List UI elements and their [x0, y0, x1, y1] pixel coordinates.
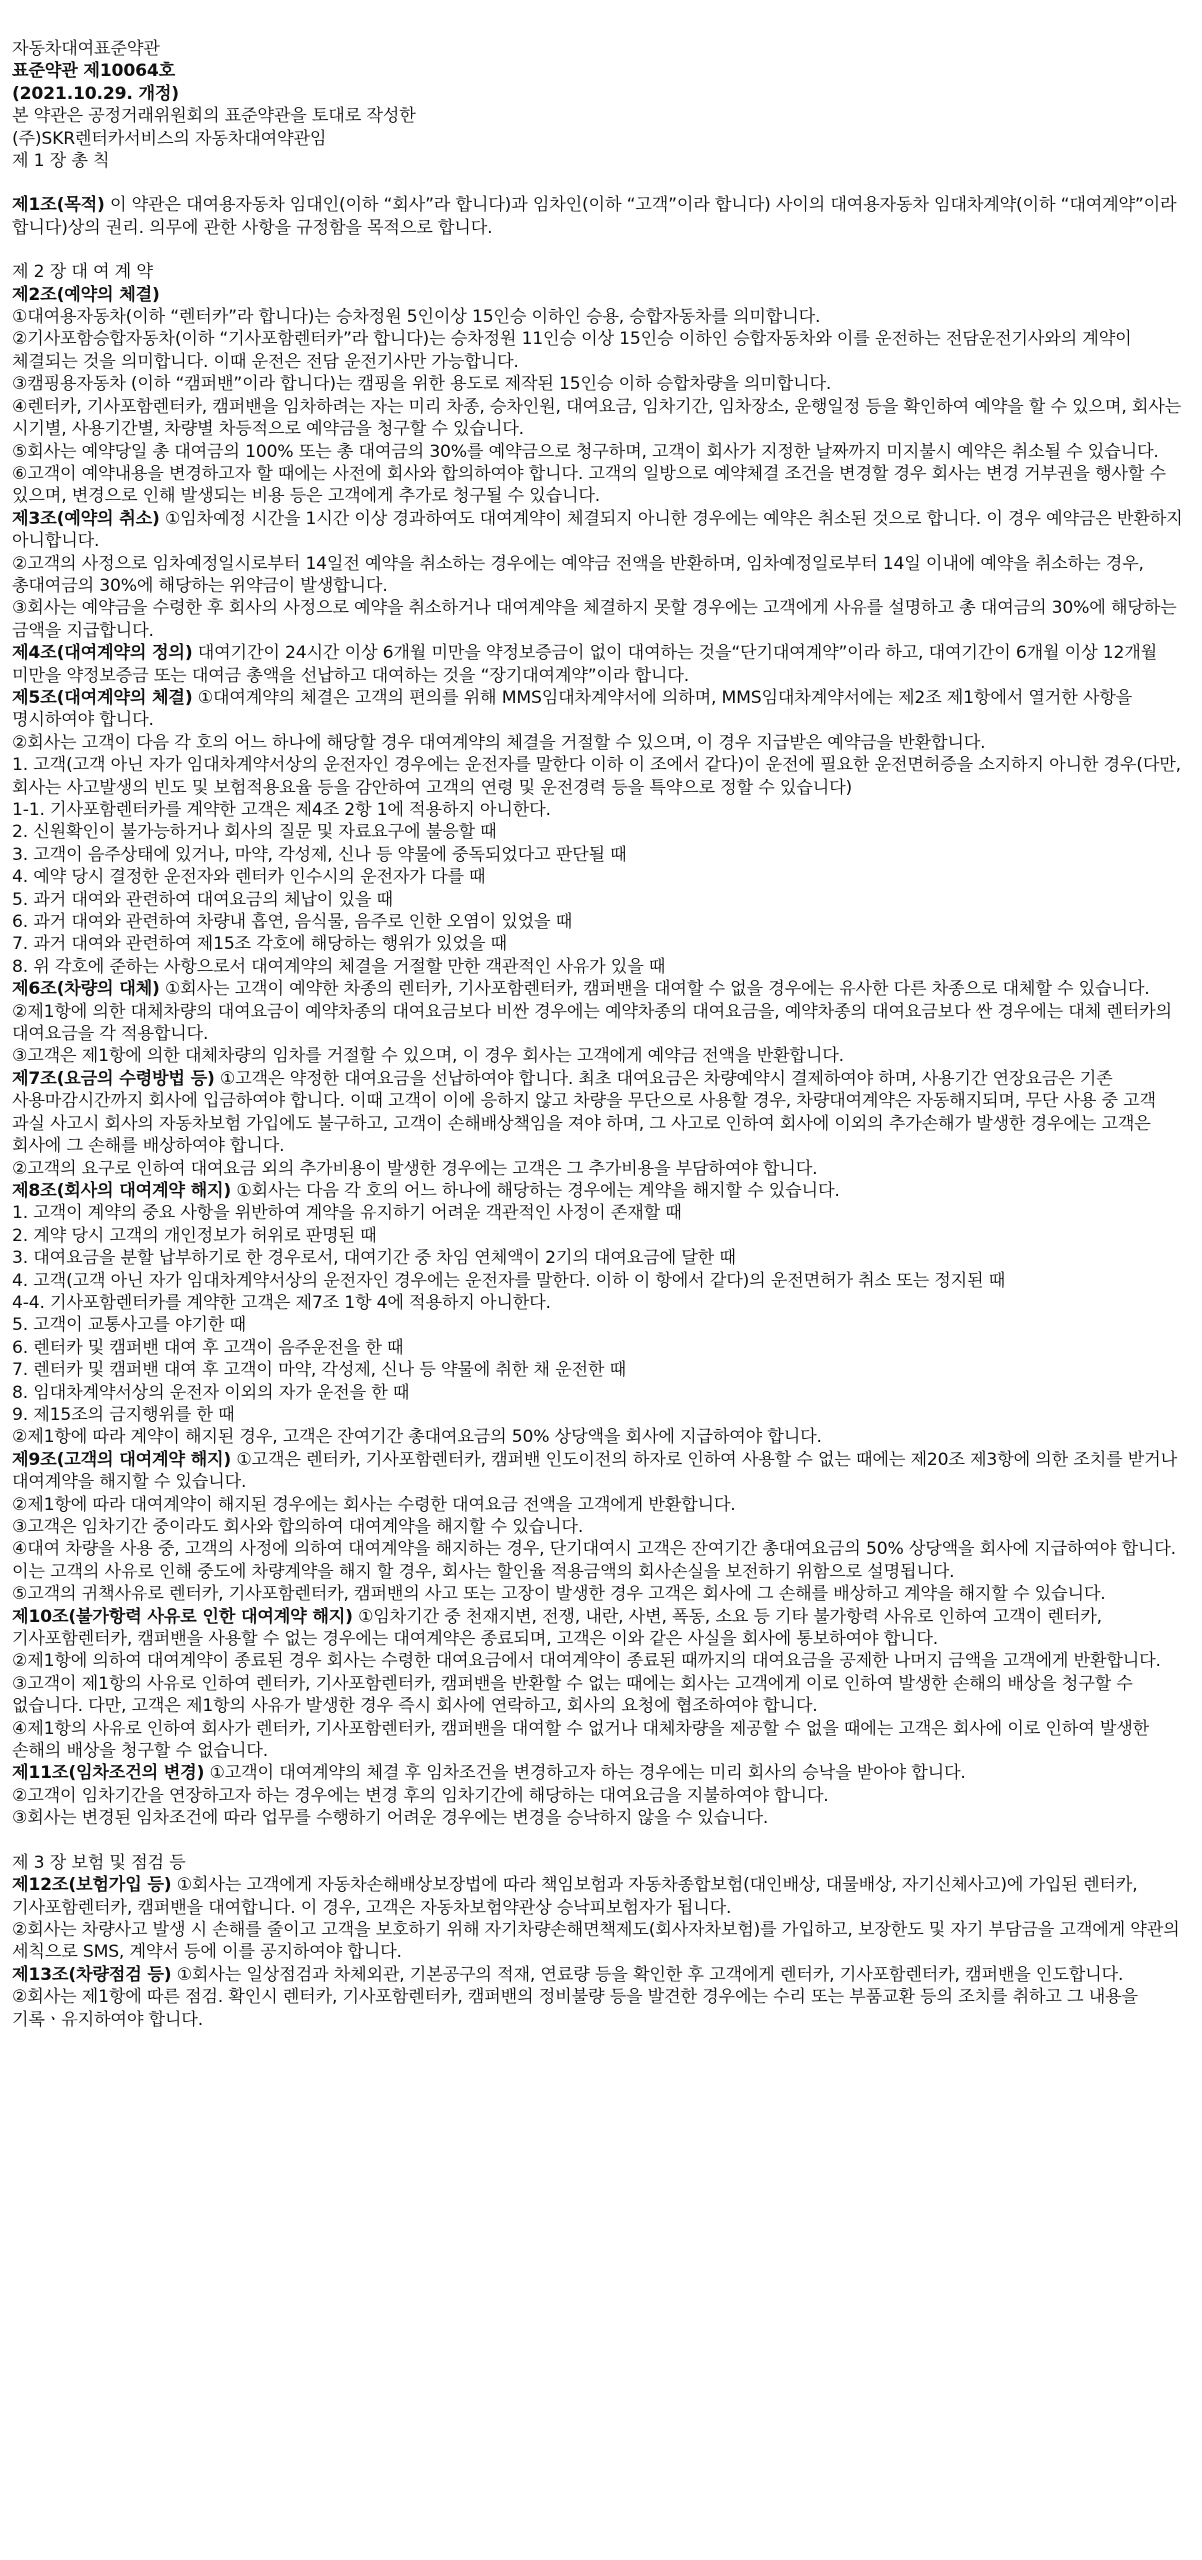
- clause-line: 8. 임대차계약서상의 운전자 이외의 자가 운전을 한 때: [12, 1382, 410, 1403]
- article-5-heading: 제5조(대여계약의 체결): [12, 687, 193, 708]
- article-6-first: ①회사는 고객이 예약한 차종의 렌터카, 기사포함렌터카, 캠퍼밴을 대여할 수 없을 경우에는 유사한 다른 차종으로 대체할 수 있습니다.: [159, 979, 1150, 1000]
- clause-line: ①대여용자동차(이하 “렌터카”라 합니다)는 승차정원 5인이상 15인승 이하인 승용, 승합자동차를 의미합니다.: [12, 307, 821, 328]
- article-7-heading: 제7조(요금의 수령방법 등): [12, 1068, 215, 1089]
- clause-line: ②회사는 제1항에 따른 점검. 확인시 렌터카, 기사포함렌터카, 캠퍼밴의 정비불량 등을 발견한 경우에는 수리 또는 부품교환 등의 조치를 취하고 그 내용을 기록ㆍ유지하여야 합니다.: [12, 1987, 1138, 2030]
- article-9-clauses: [12, 1494, 1190, 1606]
- doc-company-line: (주)SKR렌터카서비스의 자동차대여약관임: [12, 128, 327, 149]
- article-3-clauses: [12, 553, 1190, 643]
- article-1-heading: 제1조(목적): [12, 195, 105, 216]
- article-6-clauses: [12, 1001, 1190, 1068]
- clause-line: 5. 과거 대여와 관련하여 대여요금의 체납이 있을 때: [12, 889, 393, 910]
- clause-line: ⑤고객의 귀책사유로 렌터카, 기사포함렌터카, 캠퍼밴의 사고 또는 고장이 발생한 경우 고객은 회사에 그 손해를 배상하고 계약을 해지할 수 있습니다.: [12, 1584, 1106, 1605]
- article-10-heading: 제10조(불가항력 사유로 인한 대여계약 해지): [12, 1606, 353, 1627]
- article-6: [12, 978, 1190, 1000]
- clause-line: ⑤회사는 예약당일 총 대여금의 100% 또는 총 대여금의 30%를 예약금으로 청구하며, 고객이 회사가 지정한 날짜까지 미지불시 예약은 취소될 수 있습니다.: [12, 441, 1159, 462]
- clause-line: 1. 고객(고객 아닌 자가 임대차계약서상의 운전자인 경우에는 운전자를 말한다 이하 이 조에서 같다)이 운전에 필요한 운전면허증을 소지하지 아니한 경우(다만, 회사는 사고발생의 빈도 및 보험적용요율 등을 감안하여 고객의 연령 및 운전경력 등을 특약으로 정할 수 있습니다): [12, 755, 1181, 798]
- clause-line: 3. 고객이 음주상태에 있거나, 마약, 각성제, 신나 등 약물에 중독되었다고 판단될 때: [12, 844, 627, 865]
- clause-line: 8. 위 각호에 준하는 사항으로서 대여계약의 체결을 거절할 만한 객관적인 사유가 있을 때: [12, 956, 666, 977]
- article-10-clauses: [12, 1650, 1190, 1762]
- chapter-1-title: 제 1 장 총 칙: [12, 151, 110, 172]
- clause-line: 5. 고객이 교통사고를 야기한 때: [12, 1315, 246, 1336]
- article-10: [12, 1606, 1190, 1651]
- clause-line: ②기사포함승합자동차(이하 “기사포함렌터카”라 합니다)는 승차정원 11인승 이상 15인승 이하인 승합자동차와 이를 운전하는 전담운전기사와의 계약이 체결되는 것을 의미합니다. 이때 운전은 전담 운전기사만 가능합니다.: [12, 329, 1132, 372]
- clause-line: ④제1항의 사유로 인하여 회사가 렌터카, 기사포함렌터카, 캠퍼밴을 대여할 수 없거나 대체차량을 제공할 수 없을 때에는 고객은 회사에 이로 인하여 발생한 손해의 배상을 청구할 수 없습니다.: [12, 1718, 1150, 1762]
- article-9-heading: 제9조(고객의 대여계약 해지): [12, 1449, 232, 1470]
- article-12-heading: 제12조(보험가입 등): [12, 1875, 172, 1896]
- article-2-clauses: [12, 306, 1190, 508]
- clause-line: ②고객의 요구로 인하여 대여요금 외의 추가비용이 발생한 경우에는 고객은 그 추가비용을 부담하여야 합니다.: [12, 1158, 818, 1179]
- clause-line: 7. 렌터카 및 캠퍼밴 대여 후 고객이 마약, 각성제, 신나 등 약물에 취한 채 운전한 때: [12, 1360, 626, 1381]
- article-3-heading: 제3조(예약의 취소): [12, 508, 160, 529]
- clause-line: ⑥고객이 예약내용을 변경하고자 할 때에는 사전에 회사와 합의하여야 합니다. 고객의 일방으로 예약체결 조건을 변경할 경우 회사는 변경 거부권을 행사할 수 있으며, 변경으로 인해 발생되는 비용 등은 고객에게 추가로 청구될 수 있습니다.: [12, 463, 1166, 507]
- article-4-body: 대여기간이 24시간 이상 6개월 미만을 약정보증금이 없이 대여하는 것을“단기대여계약”이라 하고, 대여기간이 6개월 이상 12개월 미만을 약정보증금 또는 대여금 총액을 선납하고 대여하는 것을 “장기대여계약”이라 합니다.: [12, 643, 1158, 686]
- spacer: [12, 1830, 1190, 1852]
- clause-line: 9. 제15조의 금지행위를 한 때: [12, 1404, 235, 1425]
- article-2-heading: 제2조(예약의 체결): [12, 284, 160, 305]
- article-8-first: ①회사는 다음 각 호의 어느 하나에 해당하는 경우에는 계약을 해지할 수 있습니다.: [231, 1180, 840, 1201]
- article-13-first: ①회사는 일상점검과 차체외관, 기본공구의 적재, 연료량 등을 확인한 후 고객에게 렌터카, 기사포함렌터카, 캠퍼밴을 인도합니다.: [171, 1964, 1124, 1985]
- article-3: [12, 508, 1190, 553]
- article-9-first: ①고객은 렌터카, 기사포함렌터카, 캠퍼밴 인도이전의 하자로 인하여 사용할 수 없는 때에는 제20조 제3항에 의한 조치를 받거나 대여계약을 해지할 수 있습니다.: [12, 1449, 1177, 1493]
- article-8: [12, 1180, 1190, 1202]
- clause-line: ②제1항에 의한 대체차량의 대여요금이 예약차종의 대여요금보다 비싼 경우에는 예약차종의 대여요금을, 예약차종의 대여요금보다 싼 경우에는 대체 렌터카의 대여요금을 각 적용합니다.: [12, 1001, 1172, 1045]
- article-13: [12, 1964, 1190, 1986]
- clause-line: 6. 과거 대여와 관련하여 차량내 흡연, 음식물, 음주로 인한 오염이 있었을 때: [12, 912, 573, 933]
- article-3-first: ①임차예정 시간을 1시간 이상 경과하여도 대여계약이 체결되지 아니한 경우에는 예약은 취소된 것으로 합니다. 이 경우 예약금은 반환하지 아니합니다.: [12, 508, 1183, 552]
- clause-line: ③고객은 임차기간 중이라도 회사와 합의하여 대여계약을 해지할 수 있습니다.: [12, 1517, 584, 1537]
- article-13-heading: 제13조(차량점검 등): [12, 1964, 172, 1985]
- doc-revision-date: (2021.10.29. 개정): [12, 83, 179, 104]
- clause-line: ③고객은 제1항에 의한 대체차량의 임차를 거절할 수 있으며, 이 경우 회사는 고객에게 예약금 전액을 반환합니다.: [12, 1046, 844, 1067]
- clause-line: ②고객의 사정으로 임차예정일시로부터 14일전 예약을 취소하는 경우에는 예약금 전액을 반환하며, 임차예정일로부터 14일 이내에 예약을 취소하는 경우, 총대여금의 30%에 해당하는 위약금이 발생합니다.: [12, 553, 1144, 596]
- clause-line: 4. 예약 당시 결정한 운전자와 렌터카 인수시의 운전자가 다를 때: [12, 867, 486, 888]
- article-7: [12, 1068, 1190, 1158]
- article-4-heading: 제4조(대여계약의 정의): [12, 643, 193, 664]
- article-5: [12, 687, 1190, 732]
- clause-line: 6. 렌터카 및 캠퍼밴 대여 후 고객이 음주운전을 한 때: [12, 1337, 404, 1358]
- clause-line: 1. 고객이 계약의 중요 사항을 위반하여 계약을 유지하기 어려운 객관적인 사정이 존재할 때: [12, 1203, 682, 1224]
- clause-line: ②회사는 고객이 다음 각 호의 어느 하나에 해당할 경우 대여계약의 체결을 거절할 수 있으며, 이 경우 지급받은 예약금을 반환합니다.: [12, 732, 986, 753]
- article-13-clauses: [12, 1986, 1190, 2031]
- article-6-heading: 제6조(차량의 대체): [12, 979, 160, 1000]
- article-12-first: ①회사는 고객에게 자동차손해배상보장법에 따라 책임보험과 자동차종합보험(대인배상, 대물배상, 자기신체사고)에 가입된 렌터카, 기사포함렌터카, 캠퍼밴을 대여합니다. 이 경우, 고객은 자동차보험약관상 승낙피보험자가 됩니다.: [12, 1875, 1138, 1918]
- clause-line: ③고객이 제1항의 사유로 인하여 렌터카, 기사포함렌터카, 캠퍼밴을 반환할 수 없는 때에는 회사는 고객에게 이로 인하여 발생한 손해의 배상을 청구할 수 없습니다. 다만, 고객은 제1항의 사유가 발생한 경우 즉시 회사에 연락하고, 회사의 요청에 협조하여야 합니다.: [12, 1673, 1133, 1717]
- clause-line: ②제1항에 따라 대여계약이 해지된 경우에는 회사는 수령한 대여요금 전액을 고객에게 반환합니다.: [12, 1494, 736, 1515]
- article-7-clauses: [12, 1158, 1190, 1180]
- clause-line: ②고객이 임차기간을 연장하고자 하는 경우에는 변경 후의 임차기간에 해당하는 대여요금을 지불하여야 합니다.: [12, 1785, 829, 1806]
- clause-line: 1-1. 기사포함렌터카를 계약한 고객은 제4조 2항 1에 적용하지 아니한다.: [12, 800, 551, 820]
- article-8-heading: 제8조(회사의 대여계약 해지): [12, 1180, 232, 1201]
- article-7-first: ①고객은 약정한 대여요금을 선납하여야 합니다. 최초 대여요금은 차량예약시 결제하여야 하며, 사용기간 연장요금은 기존 사용마감시간까지 회사에 입금하여야 합니다. 이때 고객이 이에 응하지 않고 차량을 무단으로 사용할 경우, 차량대여계약은 자동해지되며, 무단 사용 중 고객 과실 사고시 회사의 자동차보험 가입에도 불구하고, 고객이 손해배상책임을 져야 하며, 그 사고로 인하여 회사에 이외의 추가손해가 발생한 경우에는 고객은 회사에 그 손해를 배상하여야 합니다.: [12, 1068, 1156, 1157]
- clause-line: ②회사는 차량사고 발생 시 손해를 줄이고 고객을 보호하기 위해 자기차량손해면책제도(회사자차보험)를 가입하고, 보장한도 및 자기 부담금을 고객에게 약관의 세칙으로 SMS, 계약서 등에 이를 공지하여야 합니다.: [12, 1919, 1180, 1963]
- article-11: [12, 1762, 1190, 1784]
- article-9: [12, 1449, 1190, 1494]
- clause-line: ③캠핑용자동차 (이하 “캠퍼밴”이라 합니다)는 캠핑을 위한 용도로 제작된 15인승 이하 승합차량을 의미합니다.: [12, 374, 832, 395]
- spacer: [12, 239, 1190, 261]
- spacer: [12, 172, 1190, 194]
- clause-line: 2. 신원확인이 불가능하거나 회사의 질문 및 자료요구에 불응할 때: [12, 822, 497, 843]
- article-1: [12, 194, 1190, 239]
- clause-line: ②제1항에 의하여 대여계약이 종료된 경우 회사는 수령한 대여요금에서 대여계약이 종료된 때까지의 대여요금을 공제한 나머지 금액을 고객에게 반환합니다.: [12, 1651, 1161, 1672]
- clause-line: 4. 고객(고객 아닌 자가 임대차계약서상의 운전자인 경우에는 운전자를 말한다. 이하 이 항에서 같다)의 운전면허가 취소 또는 정지된 때: [12, 1270, 1006, 1291]
- doc-intro-line: 본 약관은 공정거래위원회의 표준약관을 토대로 작성한: [12, 106, 416, 127]
- article-5-clauses: [12, 732, 1190, 978]
- article-8-clauses: [12, 1202, 1190, 1448]
- clause-line: 4-4. 기사포함렌터카를 계약한 고객은 제7조 1항 4에 적용하지 아니한다.: [12, 1292, 551, 1313]
- doc-title: 자동차대여표준약관: [12, 39, 160, 59]
- clause-line: 7. 과거 대여와 관련하여 제15조 각호에 해당하는 행위가 있었을 때: [12, 934, 507, 955]
- doc-standard-number: 표준약관 제10064호: [12, 61, 175, 82]
- clause-line: 3. 대여요금을 분할 납부하기로 한 경우로서, 대여기간 중 차임 연체액이 2기의 대여요금에 달한 때: [12, 1248, 736, 1269]
- article-11-heading: 제11조(임차조건의 변경): [12, 1763, 205, 1784]
- article-4: [12, 642, 1190, 687]
- clause-line: ③회사는 예약금을 수령한 후 회사의 사정으로 예약을 취소하거나 대여계약을 체결하지 못할 경우에는 고객에게 사유를 설명하고 총 대여금의 30%에 해당하는 금액을 지급합니다.: [12, 598, 1177, 641]
- clause-line: 이는 고객의 사유로 인해 중도에 차량계약을 해지 할 경우, 회사는 할인율 적용금액의 회사손실을 보전하기 위함으로 설명됩니다.: [12, 1561, 955, 1582]
- clause-line: ③회사는 변경된 임차조건에 따라 업무를 수행하기 어려운 경우에는 변경을 승낙하지 않을 수 있습니다.: [12, 1808, 769, 1829]
- article-12: [12, 1874, 1190, 1919]
- article-11-clauses: [12, 1785, 1190, 1830]
- chapter-2-title: 제 2 장 대 여 계 약: [12, 262, 153, 283]
- clause-line: ④대여 차량을 사용 중, 고객의 사정에 의하여 대여계약을 해지하는 경우, 단기대여시 고객은 잔여기간 총대여요금의 50% 상당액을 회사에 지급하여야 합니다.: [12, 1539, 1176, 1560]
- clause-line: ④렌터카, 기사포함렌터카, 캠퍼밴을 임차하려는 자는 미리 차종, 승차인원, 대여요금, 임차기간, 임차장소, 운행일정 등을 확인하여 예약을 할 수 있으며, 회사는 시기별, 사용기간별, 차량별 차등적으로 예약금을 청구할 수 있습니다.: [12, 396, 1182, 440]
- article-5-first: ①대여계약의 체결은 고객의 편의를 위해 MMS임대차계약서에 의하며, MMS임대차계약서에는 제2조 제1항에서 열거한 사항을 명시하여야 합니다.: [12, 687, 1133, 731]
- article-1-body: 이 약관은 대여용자동차 임대인(이하 “회사”라 합니다)과 임차인(이하 “고객”이라 합니다) 사이의 대여용자동차 임대차계약(이하 “대여계약”이라 합니다)상의 권리. 의무에 관한 사항을 규정함을 목적으로 합니다.: [12, 195, 1177, 238]
- article-11-first: ①고객이 대여계약의 체결 후 임차조건을 변경하고자 하는 경우에는 미리 회사의 승낙을 받아야 합니다.: [204, 1763, 966, 1784]
- clause-line: ②제1항에 따라 계약이 해지된 경우, 고객은 잔여기간 총대여요금의 50% 상당액을 회사에 지급하여야 합니다.: [12, 1427, 822, 1448]
- chapter-3-title: 제 3 장 보험 및 점검 등: [12, 1852, 186, 1873]
- article-12-clauses: [12, 1919, 1190, 1964]
- article-10-first: ①임차기간 중 천재지변, 전쟁, 내란, 사변, 폭동, 소요 등 기타 불가항력 사유로 인하여 고객이 렌터카, 기사포함렌터카, 캠퍼밴을 사용할 수 없는 경우에는 대여계약은 종료되며, 고객은 이와 같은 사실을 회사에 통보하여야 합니다.: [12, 1606, 1102, 1650]
- clause-line: 2. 계약 당시 고객의 개인정보가 허위로 판명된 때: [12, 1225, 377, 1246]
